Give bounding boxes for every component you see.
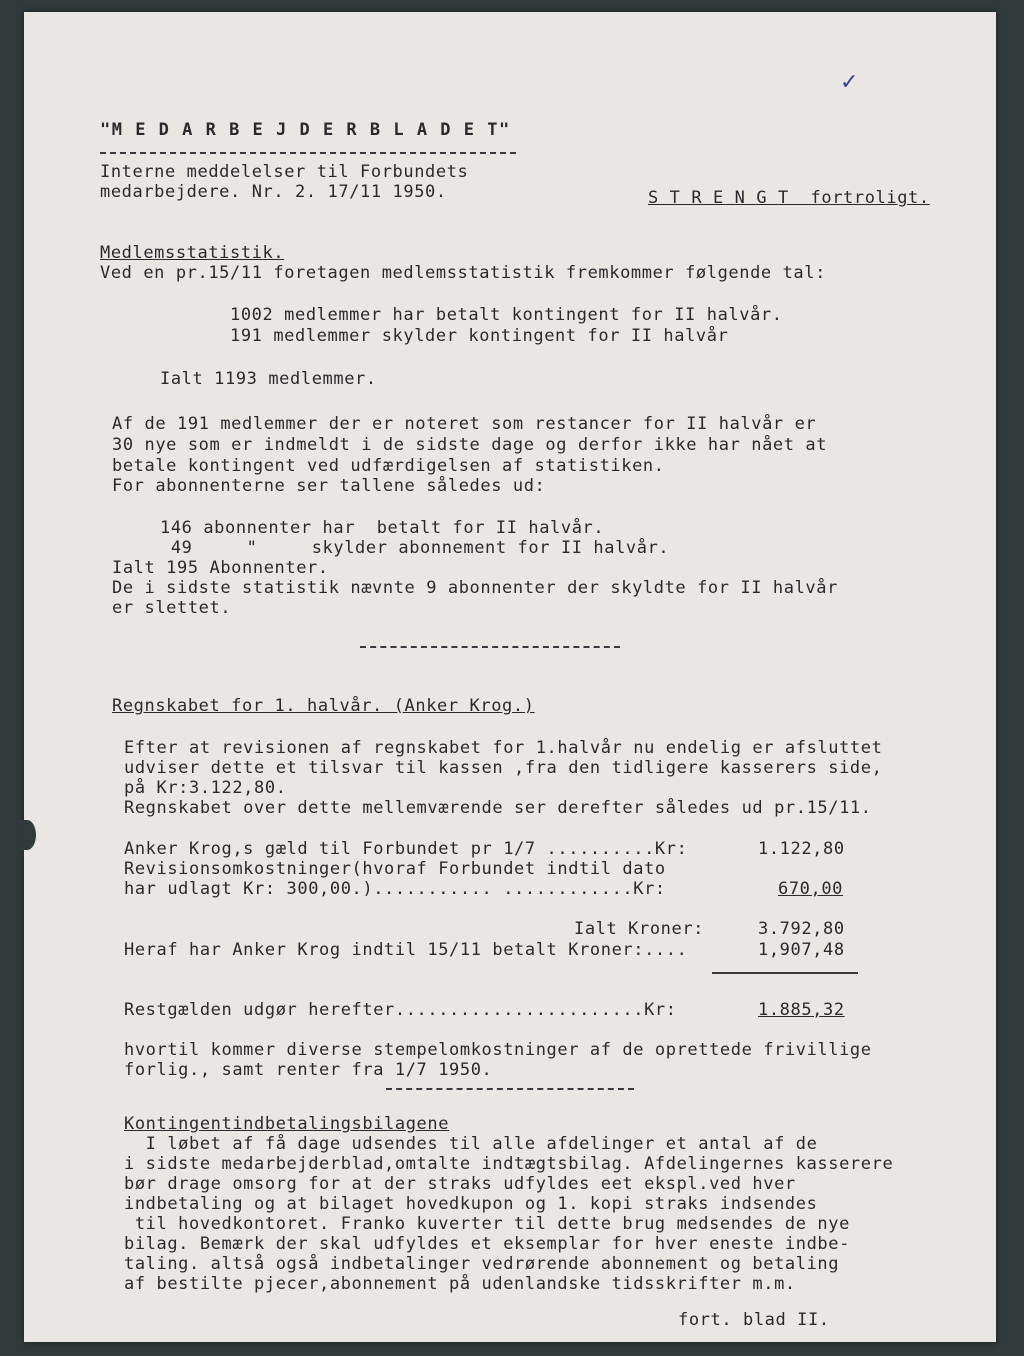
receipts-line-3: bør drage omsorg for at der straks udfyldes eet ekspl.ved hver: [124, 1174, 796, 1194]
remaining-debt-value: 1.885,32: [758, 1000, 845, 1020]
members-total: Ialt 1193 medlemmer.: [160, 369, 377, 389]
newsletter-subtitle-2: medarbejdere. Nr. 2. 17/11 1950.: [100, 182, 447, 202]
advance-row-label: har udlagt Kr: 300,00.)........... ............Kr:: [124, 879, 666, 899]
members-owing: 191 medlemmer skylder kontingent for II halvår: [230, 326, 729, 346]
document-page: [24, 12, 996, 1342]
receipts-line-2: i sidste medarbejderblad,omtalte indtægtsbilag. Afdelingernes kasserere: [124, 1154, 894, 1174]
receipts-line-4: indbetaling og at bilaget hovedkupon og 1. kopi straks indsendes: [124, 1194, 818, 1214]
receipts-line-8: af bestilte pjecer,abonnement på udenlandske tidsskrifter m.m.: [124, 1274, 796, 1294]
newsletter-title: "M E D A R B E J D E R B L A D E T": [100, 120, 511, 140]
accounts-para-4: Regnskabet over dette mellemværende ser derefter således ud pr.15/11.: [124, 798, 872, 818]
subscribers-paid: 146 abonnenter har betalt for II halvår.: [160, 518, 605, 538]
accounts-para-3: på Kr:3.122,80.: [124, 778, 287, 798]
page-notch: [18, 820, 36, 850]
members-paid: 1002 medlemmer har betalt kontingent for II halvår.: [230, 305, 783, 325]
deleted-subscribers-1: De i sidste statistik nævnte 9 abonnenter der skyldte for II halvår: [112, 578, 838, 598]
advance-row-value: 670,00: [778, 879, 844, 899]
receipts-heading: Kontingentindbetalingsbilagene: [124, 1114, 450, 1134]
subscribers-owing: 49 " skylder abonnement for II halvår.: [160, 538, 670, 558]
membership-para-4: For abonnenterne ser tallene således ud:: [112, 476, 546, 496]
remaining-debt-label: Restgælden udgør herefter.......................Kr:: [124, 1000, 677, 1020]
receipts-line-5: til hovedkontoret. Franko kuverter til dette brug medsendes de nye: [124, 1214, 850, 1234]
membership-para-3: betale kontingent ved udfærdigelsen af statistiken.: [112, 456, 665, 476]
total-value: 3.792,80: [758, 919, 845, 939]
paid-label: Heraf har Anker Krog indtil 15/11 betalt Kroner:....: [124, 940, 688, 960]
membership-heading: Medlemsstatistik.: [100, 243, 285, 263]
checkmark-icon: ✓: [840, 70, 859, 95]
sum-rule: [712, 972, 858, 974]
deleted-subscribers-2: er slettet.: [112, 598, 232, 618]
accounts-heading: Regnskabet for 1. halvår. (Anker Krog.): [112, 696, 535, 716]
title-rule: [100, 152, 516, 154]
section-divider-2: [386, 1088, 634, 1090]
membership-para-1: Af de 191 medlemmer der er noteret som restancer for II halvår er: [112, 414, 817, 434]
extra-costs-1: hvortil kommer diverse stempelomkostninger af de oprettede frivillige: [124, 1040, 872, 1060]
membership-para-2: 30 nye som er indmeldt i de sidste dage og derfor ikke har nået at: [112, 435, 828, 455]
paid-value: 1,907,48: [758, 940, 845, 960]
section-divider-1: [360, 646, 620, 648]
confidential-mark: S T R E N G T fortroligt.: [648, 188, 930, 208]
audit-costs-label: Revisionsomkostninger(hvoraf Forbundet indtil dato: [124, 859, 666, 879]
subscribers-total: Ialt 195 Abonnenter.: [112, 558, 329, 578]
continued-note: fort. blad II.: [678, 1310, 830, 1330]
newsletter-subtitle-1: Interne meddelelser til Forbundets: [100, 162, 469, 182]
receipts-line-1: I løbet af få dage udsendes til alle afdelinger et antal af de: [124, 1134, 818, 1154]
debt-row-value: 1.122,80: [758, 839, 845, 859]
membership-intro: Ved en pr.15/11 foretagen medlemsstatistik fremkommer følgende tal:: [100, 263, 826, 283]
receipts-line-7: taling. altså også indbetalinger vedrørende abonnement og betaling: [124, 1254, 840, 1274]
debt-row-label: Anker Krog,s gæld til Forbundet pr 1/7 ..........Kr:: [124, 839, 688, 859]
receipts-line-6: bilag. Bemærk der skal udfyldes et eksemplar for hver eneste indbe-: [124, 1234, 850, 1254]
total-label: Ialt Kroner:: [574, 919, 705, 939]
extra-costs-2: forlig., samt renter fra 1/7 1950.: [124, 1060, 493, 1080]
accounts-para-1: Efter at revisionen af regnskabet for 1.halvår nu endelig er afsluttet: [124, 738, 883, 758]
accounts-para-2: udviser dette et tilsvar til kassen ,fra den tidligere kasserers side,: [124, 758, 883, 778]
